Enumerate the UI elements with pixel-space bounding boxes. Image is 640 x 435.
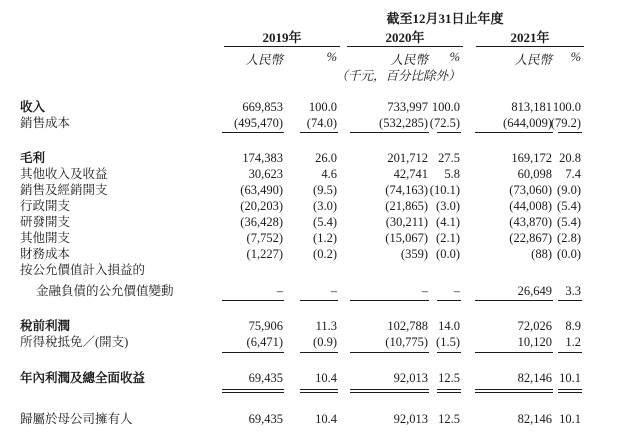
year-header-2020: 2020年	[347, 30, 463, 47]
year-header-2019: 2019年	[224, 30, 340, 47]
value-2020-pct: 12.5	[438, 412, 460, 426]
subtotal-rule	[437, 300, 461, 301]
value-2019-rmb: (63,490)	[240, 183, 283, 197]
subtotal-rule	[350, 300, 429, 301]
subtotal-rule	[222, 300, 284, 301]
row-label: 歸屬於母公司擁有人	[20, 412, 133, 426]
currency-label-2020: 人民幣	[390, 53, 428, 67]
value-2021-pct: 8.9	[565, 319, 581, 333]
value-2021-rmb: 72,026	[517, 319, 552, 333]
value-2020-rmb: 102,788	[387, 319, 428, 333]
value-2021-pct: 20.8	[559, 151, 581, 165]
value-2020-pct: (3.0)	[436, 199, 460, 213]
row-label: 銷售及經銷開支	[20, 183, 108, 197]
row-label: 收入	[20, 100, 46, 114]
subtotal-rule	[300, 300, 338, 301]
subtotal-rule	[558, 132, 582, 133]
value-2021-rmb: 82,146	[517, 371, 552, 385]
value-2020-pct: (0.0)	[436, 247, 460, 261]
value-2019-pct: 10.4	[315, 371, 337, 385]
subtotal-rule	[300, 352, 338, 353]
table-row	[0, 182, 640, 198]
value-2021-rmb: 10,120	[517, 335, 552, 349]
row-label: 財務成本	[20, 247, 71, 261]
total-double-rule	[222, 389, 284, 393]
value-2021-pct: 100.0	[552, 100, 581, 114]
value-2019-rmb: (6,471)	[246, 335, 283, 349]
total-double-rule	[437, 389, 461, 393]
value-2020-pct: 100.0	[431, 100, 460, 114]
row-label: 年內利潤及總全面收益	[20, 371, 146, 385]
table-row	[0, 115, 640, 131]
row-label: 稅前利潤	[20, 319, 71, 333]
table-row	[0, 150, 640, 166]
value-2021-pct: (2.8)	[557, 231, 581, 245]
value-2019-pct: 100.0	[308, 100, 337, 114]
subtotal-rule	[475, 300, 553, 301]
value-2019-pct: 4.6	[321, 167, 337, 181]
value-2021-pct: (0.0)	[557, 247, 581, 261]
value-2019-rmb: 174,383	[242, 151, 283, 165]
row-label: 其他收入及收益	[20, 167, 108, 181]
value-2019-pct: (0.2)	[313, 247, 337, 261]
year-header-2021: 2021年	[476, 30, 584, 47]
value-2020-pct: (1.5)	[436, 335, 460, 349]
value-2020-pct: (4.1)	[436, 215, 460, 229]
table-row	[0, 198, 640, 214]
value-2021-rmb: (43,870)	[509, 215, 552, 229]
value-2019-pct: 26.0	[315, 151, 337, 165]
value-2021-rmb: 813,181	[511, 100, 552, 114]
value-2019-rmb: 669,853	[242, 100, 283, 114]
table-row	[0, 214, 640, 230]
row-label: 按公允價值計入損益的	[20, 263, 146, 277]
table-row	[0, 318, 640, 334]
subtotal-rule	[558, 352, 582, 353]
value-2021-pct: 10.1	[559, 412, 581, 426]
value-2019-rmb: (7,752)	[246, 231, 283, 245]
row-label: 所得稅抵免／(開支)	[20, 335, 129, 349]
value-2020-pct: 14.0	[438, 319, 460, 333]
value-2019-pct: –	[330, 284, 337, 298]
value-2020-rmb: 201,712	[387, 151, 428, 165]
value-2021-pct: 7.4	[565, 167, 581, 181]
unit-note: （千元，百分比除外）	[335, 69, 461, 83]
period-title: 截至12月31日止年度	[386, 11, 504, 26]
value-2021-rmb: 169,172	[511, 151, 552, 165]
value-2019-pct: (9.5)	[313, 183, 337, 197]
value-2021-pct: (5.4)	[557, 199, 581, 213]
value-2021-rmb: 26,649	[517, 284, 552, 298]
subtotal-rule	[350, 352, 429, 353]
subtotal-rule	[475, 352, 553, 353]
value-2019-rmb: 30,623	[248, 167, 283, 181]
value-2019-rmb: 75,906	[248, 319, 283, 333]
table-row	[0, 99, 640, 115]
value-2020-rmb: (30,211)	[385, 215, 428, 229]
value-2019-pct: (1.2)	[313, 231, 337, 245]
value-2019-pct: (74.0)	[306, 116, 337, 130]
value-2020-rmb: (74,163)	[385, 183, 428, 197]
row-label: 行政開支	[20, 199, 71, 213]
value-2021-pct: (9.0)	[557, 183, 581, 197]
subtotal-rule	[475, 132, 553, 133]
value-2021-rmb: (44,008)	[509, 199, 552, 213]
value-2020-pct: 12.5	[438, 371, 460, 385]
value-2020-rmb: –	[421, 284, 428, 298]
value-2020-rmb: (359)	[400, 247, 428, 261]
value-2019-rmb: 69,435	[248, 412, 283, 426]
value-2020-rmb: 733,997	[387, 100, 428, 114]
subtotal-rule	[437, 132, 461, 133]
value-2020-pct: –	[453, 284, 460, 298]
value-2019-pct: 10.4	[315, 412, 337, 426]
value-2019-rmb: (36,428)	[240, 215, 283, 229]
value-2019-rmb: 69,435	[248, 371, 283, 385]
value-2021-pct: 3.3	[565, 284, 581, 298]
row-label: 研發開支	[20, 215, 71, 229]
total-double-rule	[558, 389, 582, 393]
table-row	[0, 370, 640, 386]
percent-label-2021: %	[570, 50, 581, 64]
value-2020-rmb: (15,067)	[385, 231, 428, 245]
table-row	[0, 411, 640, 427]
value-2020-rmb: (21,865)	[385, 199, 428, 213]
value-2019-pct: (3.0)	[313, 199, 337, 213]
value-2021-pct: 10.1	[559, 371, 581, 385]
table-row	[0, 262, 640, 278]
value-2021-pct: (5.4)	[557, 215, 581, 229]
value-2021-rmb: (22,867)	[509, 231, 552, 245]
total-double-rule	[475, 389, 553, 393]
row-label: 銷售成本	[20, 116, 71, 130]
row-label: 金融負債的公允價值變動	[36, 284, 174, 298]
value-2020-rmb: 92,013	[393, 371, 428, 385]
table-row	[0, 166, 640, 182]
value-2021-rmb: (88)	[531, 247, 552, 261]
currency-label-2019: 人民幣	[245, 53, 283, 67]
percent-label-2020: %	[449, 50, 460, 64]
value-2020-pct: (2.1)	[436, 231, 460, 245]
value-2021-rmb: (644,009)	[503, 116, 552, 130]
value-2019-rmb: (1,227)	[246, 247, 283, 261]
percent-label-2019: %	[326, 50, 337, 64]
value-2021-pct: 1.2	[565, 335, 581, 349]
value-2021-rmb: (73,060)	[509, 183, 552, 197]
value-2020-pct: 5.8	[444, 167, 460, 181]
value-2019-pct: (5.4)	[313, 215, 337, 229]
total-double-rule	[350, 389, 429, 393]
value-2021-rmb: 82,146	[517, 412, 552, 426]
subtotal-rule	[222, 132, 284, 133]
value-2020-rmb: (532,285)	[379, 116, 428, 130]
currency-label-2021: 人民幣	[514, 53, 552, 67]
value-2020-rmb: 92,013	[393, 412, 428, 426]
subtotal-rule	[558, 300, 582, 301]
subtotal-rule	[350, 132, 429, 133]
row-label: 毛利	[20, 151, 46, 165]
value-2020-pct: (10.1)	[429, 183, 460, 197]
value-2019-pct: (0.9)	[313, 335, 337, 349]
subtotal-rule	[300, 132, 338, 133]
value-2021-rmb: 60,098	[517, 167, 552, 181]
table-row	[0, 334, 640, 350]
table-row	[0, 283, 640, 299]
subtotal-rule	[437, 352, 461, 353]
value-2020-pct: 27.5	[438, 151, 460, 165]
value-2019-rmb: –	[276, 284, 283, 298]
value-2020-pct: (72.5)	[429, 116, 460, 130]
total-double-rule	[300, 389, 338, 393]
value-2019-pct: 11.3	[315, 319, 337, 333]
value-2020-rmb: 42,741	[393, 167, 428, 181]
value-2019-rmb: (495,470)	[234, 116, 283, 130]
subtotal-rule	[222, 352, 284, 353]
table-row	[0, 230, 640, 246]
row-label: 其他開支	[20, 231, 71, 245]
value-2020-rmb: (10,775)	[385, 335, 428, 349]
value-2021-pct: (79.2)	[550, 116, 581, 130]
table-row	[0, 246, 640, 262]
value-2019-rmb: (20,203)	[240, 199, 283, 213]
